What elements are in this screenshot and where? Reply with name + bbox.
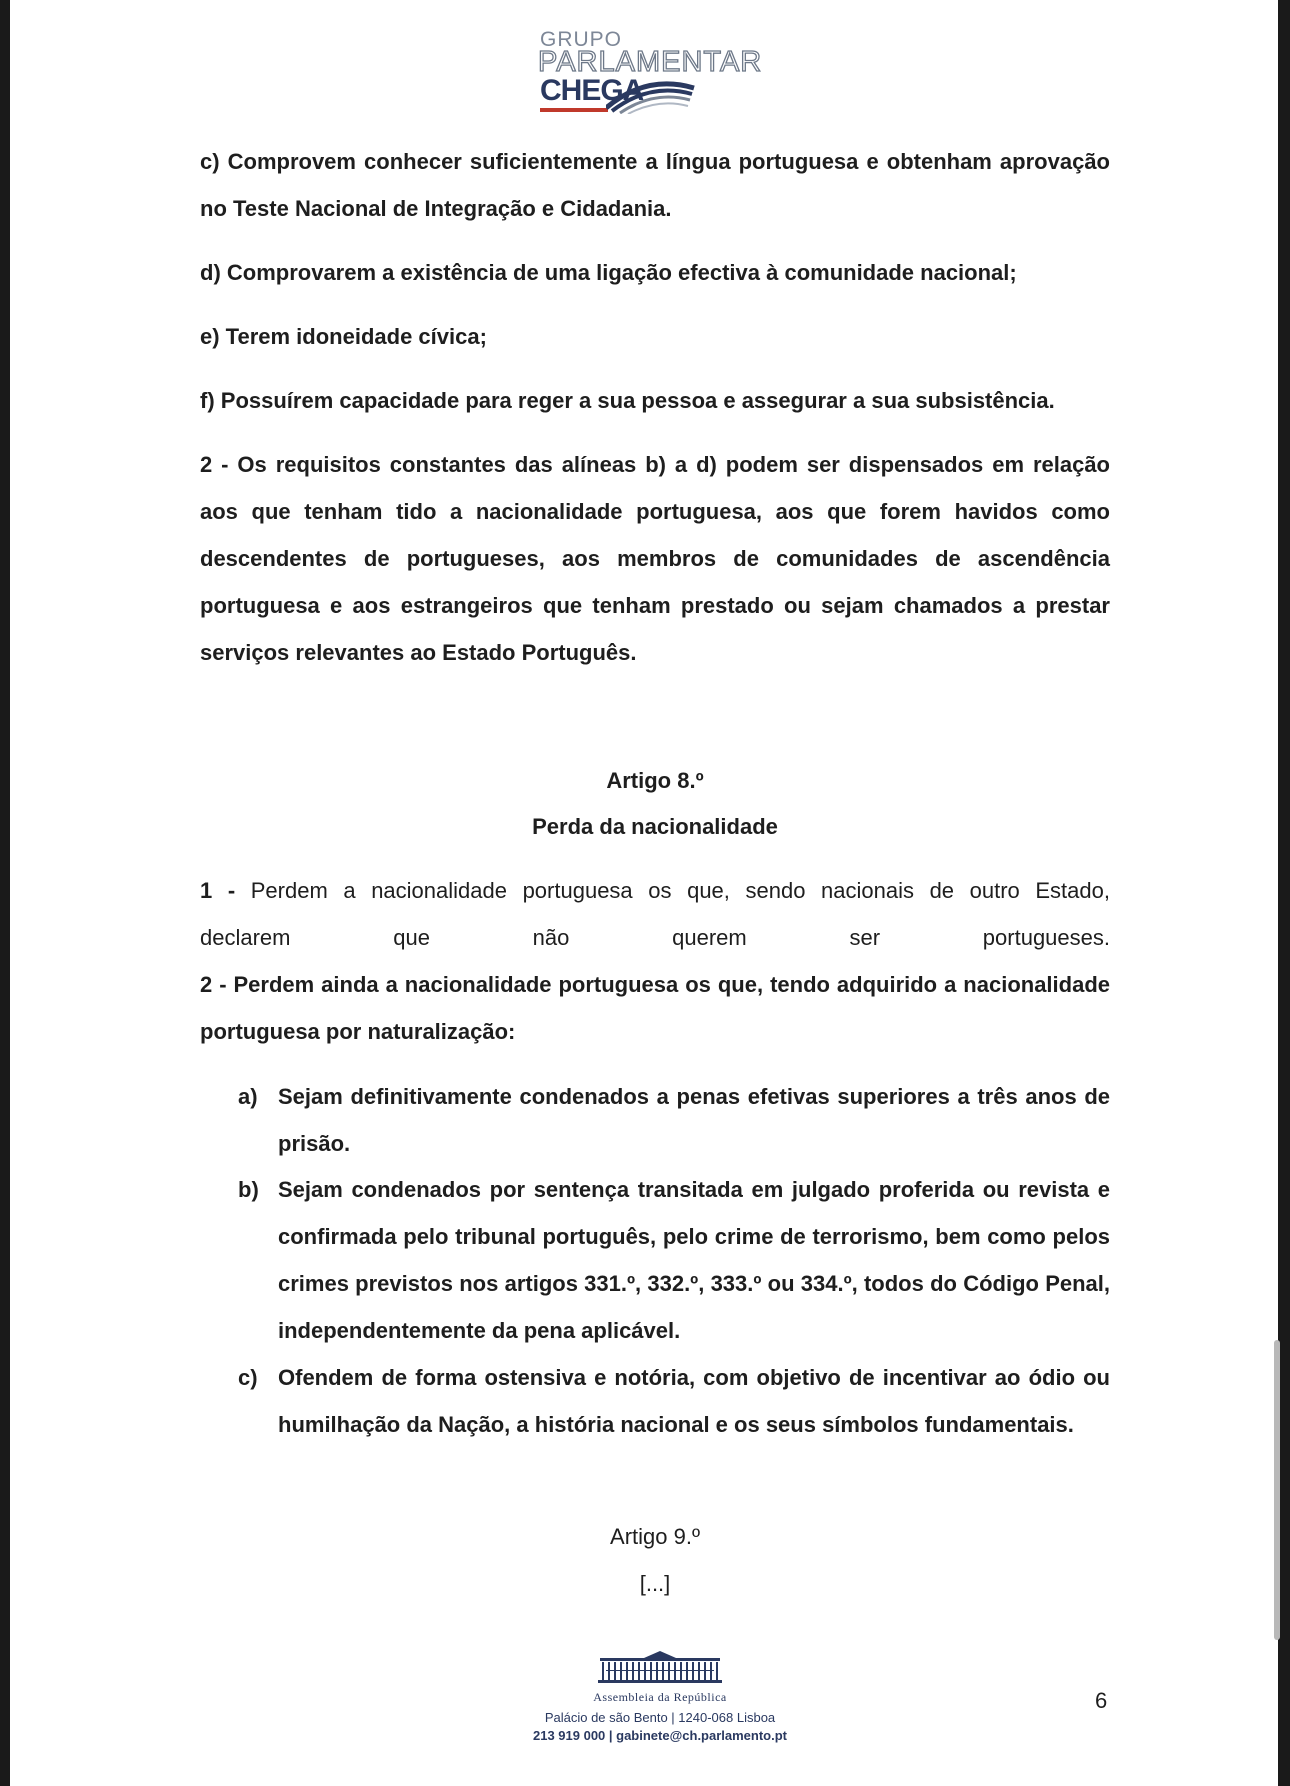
article-8-paragraph-1-line-1: [200, 867, 1110, 914]
logo-line-chega: CHEGA: [540, 74, 644, 107]
document-page: [10, 0, 1278, 1786]
footer-contact: 213 919 000 | gabinete@ch.parlamento.pt: [532, 1728, 788, 1743]
paragraph-1-number: 1 -: [200, 878, 236, 903]
article-9-number: Artigo 9.º: [610, 1524, 700, 1549]
list-item-a: [238, 1073, 1110, 1167]
list-item-label: b): [238, 1177, 259, 1202]
list-item-c: [238, 1354, 1110, 1448]
logo-line-parlamentar: PARLAMENTAR: [538, 46, 763, 78]
paragraph-f: f) Possuírem capacidade para reger a sua pessoa e assegurar a sua subsistência.: [200, 388, 1055, 413]
list-item-label: c): [238, 1365, 258, 1390]
article-8-number: Artigo 8.º: [606, 768, 704, 793]
logo-arc-icon: [606, 78, 696, 114]
list-item-text: Sejam condenados por sentença transitada em julgado proferida ou revista e confirmada pelo tribunal português, pelo crime de terrorismo, bem como pelos crimes previstos nos artigos 331.º, 332.º, 333.º ou 334.º, todos do Código Penal, independentemente da pena aplicável.: [278, 1177, 1110, 1343]
footer-address: Palácio de são Bento | 1240-068 Lisboa: [544, 1710, 776, 1725]
logo-red-bar: [540, 108, 608, 112]
page-number: 6: [1095, 1688, 1108, 1713]
paragraph-c: c) Comprovem conhecer suficientemente a língua portuguesa e obtenham aprovação no Teste Nacional de Integração e Cidadania.: [200, 149, 1110, 221]
article-8-paragraph-2: 2 - Perdem ainda a nacionalidade portuguesa os que, tendo adquirido a nacionalidade portuguesa por naturalização:: [200, 972, 1110, 1044]
list-item-b: [238, 1166, 1110, 1354]
scrollbar-thumb[interactable]: [1274, 1340, 1280, 1640]
parliament-building-icon: [598, 1650, 722, 1686]
article-8-title: Perda da nacionalidade: [532, 814, 778, 839]
logo-line-grupo: GRUPO: [540, 28, 623, 51]
paragraph-e: e) Terem idoneidade cívica;: [200, 324, 487, 349]
paragraph-2-requirements: 2 - Os requisitos constantes das alíneas b) a d) podem ser dispensados em relação aos que tenham tido a nacionalidade portuguesa, aos que forem havidos como descendentes de portugueses, aos membros de comunidades de ascendência portuguesa e aos estrangeiros que tenham prestado ou sejam chamados a prestar serviços relevantes ao Estado Português.: [200, 452, 1110, 665]
list-item-text: Sejam definitivamente condenados a penas efetivas superiores a três anos de prisão.: [278, 1084, 1110, 1156]
paragraph-d: d) Comprovarem a existência de uma ligação efectiva à comunidade nacional;: [200, 260, 1017, 285]
article-9-body: [...]: [639, 1571, 671, 1596]
footer: [510, 1650, 810, 1770]
paragraph-1-text-line-1: Perdem a nacionalidade portuguesa os que, sendo nacionais de outro Estado,: [250, 878, 1110, 903]
list-item-text: Ofendem de forma ostensiva e notória, com objetivo de incentivar ao ódio ou humilhação da Nação, a história nacional e os seus símbolos fundamentais.: [278, 1365, 1110, 1437]
list-item-label: a): [238, 1084, 258, 1109]
article-8-paragraph-1-line-2: declarem que não querem ser portugueses.: [200, 925, 1110, 950]
chega-logo: [530, 28, 790, 118]
footer-organization: Assembleia da República: [593, 1690, 727, 1704]
